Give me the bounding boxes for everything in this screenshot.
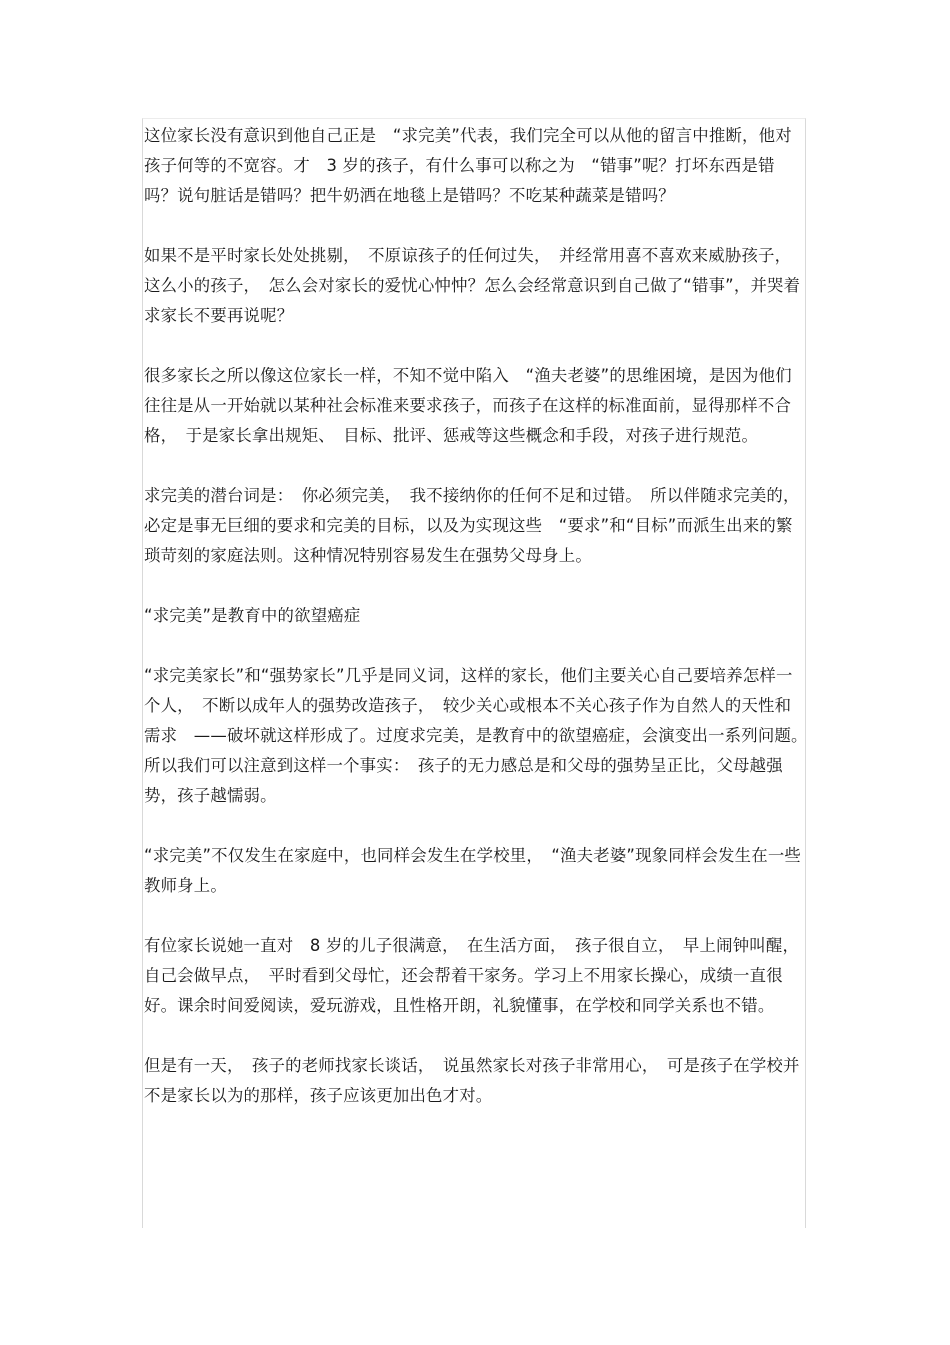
paragraph: 但是有一天， 孩子的老师找家长谈话， 说虽然家长对孩子非常用心， 可是孩子在学校并不是家长以为的那样，孩子应该更加出色才对。 [144, 1056, 800, 1105]
section-heading: “求完美”是教育中的欲望癌症 [144, 606, 361, 625]
paragraph: 求完美的潜台词是： 你必须完美， 我不接纳你的任何不足和过错。 所以伴随求完美的，必定是事无巨细的要求和完美的目标，以及为实现这些 “要求”和“目标”而派生出来的繁琐苛刻的家庭法则。这种情况特别容易发生在强势父母身上。 [144, 486, 800, 565]
paragraph: 如果不是平时家长处处挑剔， 不原谅孩子的任何过失， 并经常用喜不喜欢来威胁孩子，这么小的孩子， 怎么会对家长的爱忧心忡忡？怎么会经常意识到自己做了“错事”，并哭着求家长不要再说呢？ [144, 246, 801, 325]
paragraph: 有位家长说她一直对 8 岁的儿子很满意， 在生活方面， 孩子很自立， 早上闹钟叫醒，自己会做早点， 平时看到父母忙，还会帮着干家务。学习上不用家长操心，成绩一直很好。课余时间爱阅读，爱玩游戏，且性格开朗，礼貌懂事，在学校和同学关系也不错。 [144, 936, 800, 1015]
paragraph: “求完美家长”和“强势家长”几乎是同义词，这样的家长，他们主要关心自己要培养怎样一个人， 不断以成年人的强势改造孩子， 较少关心或根本不关心孩子作为自然人的天性和需求 ——破坏就这样形成了。过度求完美，是教育中的欲望癌症，会演变出一系列问题。 所以我们可以注意到这样一个事实： 孩子的无力感总是和父母的强势呈正比，父母越强势，孩子越懦弱。 [144, 666, 817, 805]
paragraph: 这位家长没有意识到他自己正是 “求完美”代表，我们完全可以从他的留言中推断，他对孩子何等的不宽容。才 3 岁的孩子，有什么事可以称之为 “错事”呢？打坏东西是错吗？说句脏话是错吗？把牛奶洒在地毯上是错吗？不吃某种蔬菜是错吗？ [144, 126, 792, 205]
paragraph: 很多家长之所以像这位家长一样，不知不觉中陷入 “渔夫老婆”的思维困境，是因为他们往往是从一开始就以某种社会标准来要求孩子，而孩子在这样的标准面前，显得那样不合格， 于是家长拿出规矩、 目标、批评、惩戒等这些概念和手段，对孩子进行规范。 [144, 366, 792, 445]
paragraph: “求完美”不仅发生在家庭中，也同样会发生在学校里， “渔夫老婆”现象同样会发生在一些教师身上。 [144, 846, 802, 895]
document-body [144, 121, 817, 1141]
